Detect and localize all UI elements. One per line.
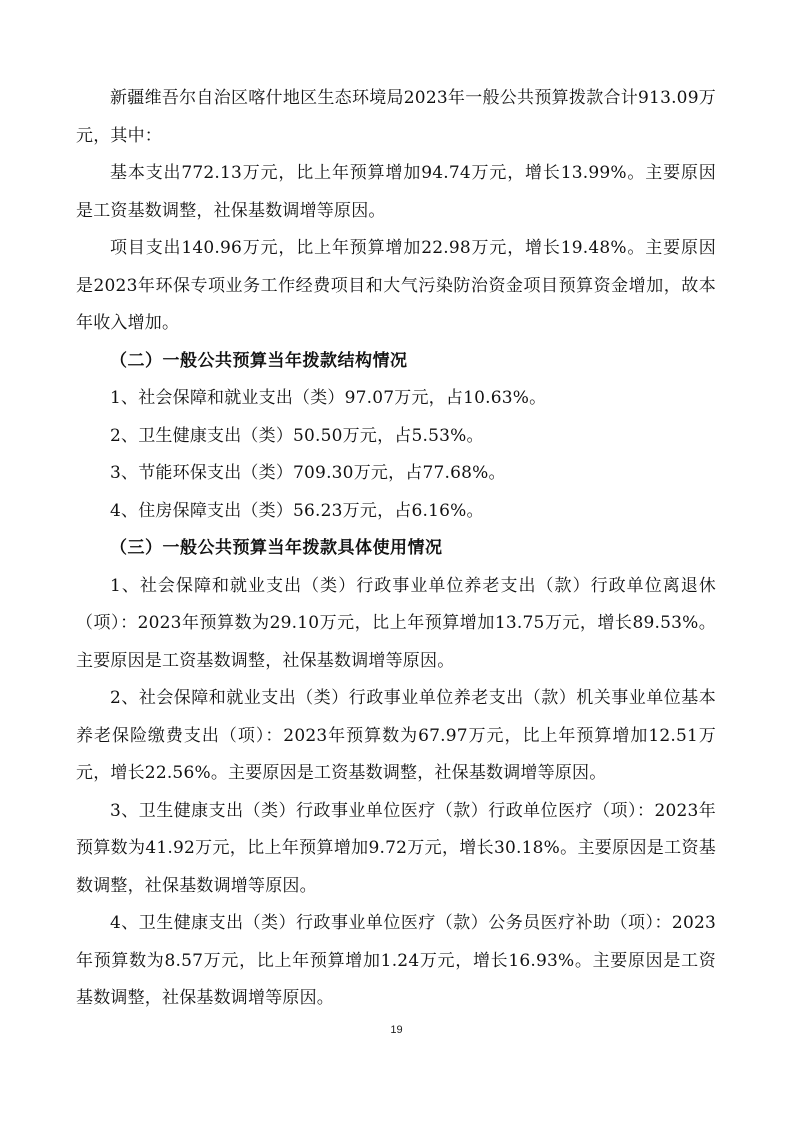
- paragraph-usage-item-4: 4、卫生健康支出（类）行政事业单位医疗（款）公务员医疗补助（项）：2023年预算数为8.57万元，比上年预算增加1.24万元，增长16.93%。主要原因是工资基数调整，社保基数调增等原因。: [76, 913, 716, 1008]
- heading-usage: （三）一般公共预算当年拨款具体使用情况: [110, 538, 443, 558]
- paragraph-structure-item-2: 2、卫生健康支出（类）50.50万元，占5.53%。: [110, 425, 484, 446]
- paragraph-structure-item-1: 1、社会保障和就业支出（类）97.07万元，占10.63%。: [110, 388, 547, 408]
- paragraph-structure-item-3: 3、节能环保支出（类）709.30万元，占77.68%。: [110, 463, 506, 483]
- paragraph-usage-item-1: 1、社会保障和就业支出（类）行政事业单位养老支出（款）行政单位离退休（项）：2023年预算数为29.10万元，比上年预算增加13.75万元，增长89.53%。主要原因是工资基数调整，社保基数调增等原因。: [76, 575, 716, 671]
- paragraph-usage-item-3: 3、卫生健康支出（类）行政事业单位医疗（款）行政单位医疗（项）：2023年预算数为41.92万元，比上年预算增加9.72万元，增长30.18%。主要原因是工资基数调整，社保基数调增等原因。: [76, 800, 716, 896]
- document-body: [76, 80, 716, 1018]
- paragraph-basic-expenditure: 基本支出772.13万元，比上年预算增加94.74万元，增长13.99%。主要原因是工资基数调整，社保基数调增等原因。: [76, 163, 716, 221]
- paragraph-project-expenditure: 项目支出140.96万元，比上年预算增加22.98万元，增长19.48%。主要原因是2023年环保专项业务工作经费项目和大气污染防治资金项目预算资金增加，故本年收入增加。: [76, 238, 716, 333]
- paragraph-structure-item-4: 4、住房保障支出（类）56.23万元，占6.16%。: [110, 500, 484, 521]
- heading-structure: （二）一般公共预算当年拨款结构情况: [110, 350, 408, 371]
- page-number: 19: [390, 1024, 403, 1036]
- paragraph-usage-item-2: 2、社会保障和就业支出（类）行政事业单位养老支出（款）机关事业单位基本养老保险缴费支出（项）：2023年预算数为67.97万元，比上年预算增加12.51万元，增长22.56%。主要原因是工资基数调整，社保基数调增等原因。: [76, 688, 716, 783]
- paragraph-total-appropriation: 新疆维吾尔自治区喀什地区生态环境局2023年一般公共预算拨款合计913.09万元，其中：: [76, 88, 716, 146]
